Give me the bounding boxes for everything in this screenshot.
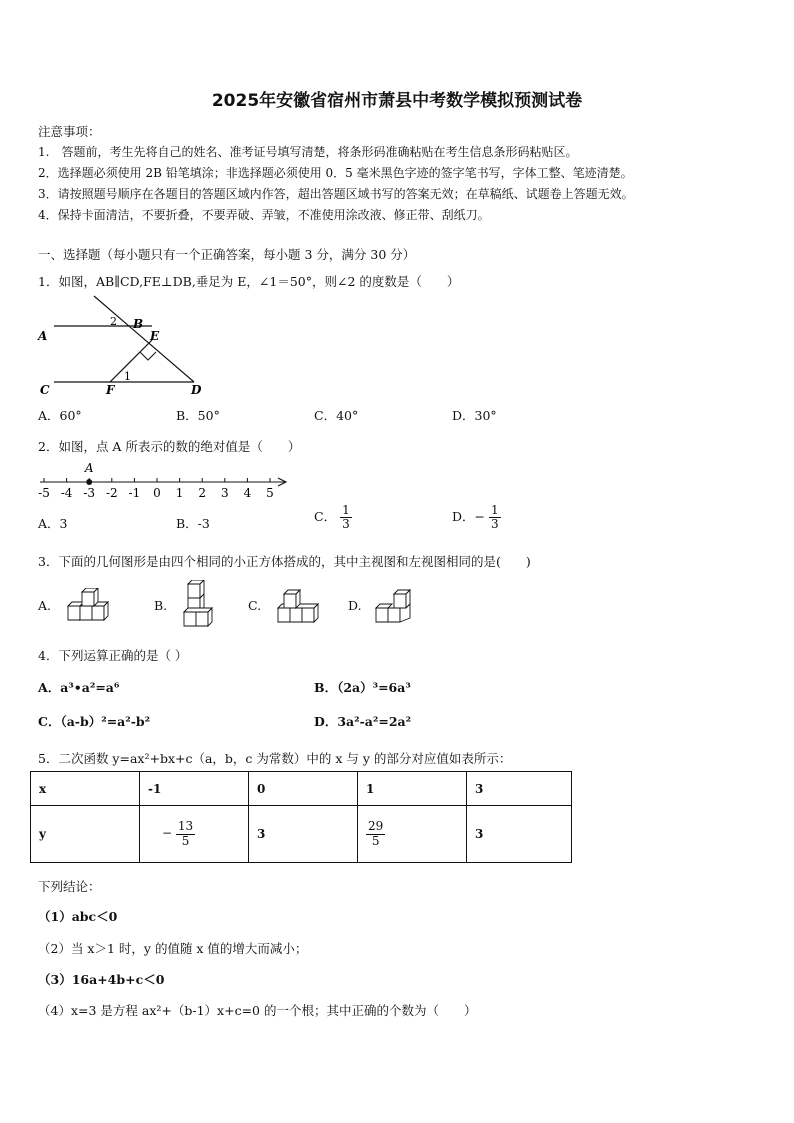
- axis-tick-label: -3: [83, 486, 96, 500]
- table-cell: 3: [467, 806, 572, 863]
- axis-tick-label: 2: [198, 486, 207, 500]
- notice-item-2: 2．选择题必须使用 2B 铅笔填涂；非选择题必须使用 0．5 毫米黑色字迹的签字笔书写，字体工整、笔迹清楚。: [38, 166, 633, 180]
- page-title: 2025年安徽省宿州市萧县中考数学模拟预测试卷: [211, 91, 583, 111]
- q2-option-c-fraction: [340, 504, 352, 531]
- q4-stem: 4．下列运算正确的是（ ）: [38, 648, 188, 663]
- q3-option-c-cubes: [274, 586, 324, 626]
- q5-value-table: [30, 771, 572, 863]
- q2-point-label: A: [84, 461, 94, 475]
- table-row: [31, 806, 572, 863]
- table-cell: [140, 806, 249, 863]
- q5-y3-den: 5: [371, 833, 380, 848]
- q1-label-e: E: [150, 329, 160, 343]
- q1-label-b: B: [133, 317, 144, 331]
- q1-label-d: D: [191, 383, 202, 397]
- table-cell: [358, 806, 467, 863]
- q4-option-a: A．a³•a²=a⁶: [38, 680, 120, 695]
- table-cell: 3: [249, 806, 358, 863]
- q2-point-a: [86, 479, 92, 485]
- q2-option-d-prefix: D．: [452, 509, 475, 525]
- q5-stem: 5．二次函数 y=ax²+bx+c（a，b，c 为常数）中的 x 与 y 的部分对应值如表所示：: [38, 751, 512, 766]
- notice-heading: 注意事项：: [38, 124, 101, 139]
- q5-y3-fraction: [366, 820, 385, 847]
- q2-option-c-den: 3: [342, 517, 350, 532]
- q2-option-b: B．-3: [176, 516, 210, 531]
- q5-y1-fraction: [176, 820, 195, 847]
- q5-conclusion-3: （3）16a+4b+c＜0: [38, 972, 165, 987]
- q3-option-d-cubes: [372, 584, 422, 626]
- axis-tick-label: 5: [266, 486, 274, 500]
- q3-option-a-cubes: [66, 588, 124, 624]
- q2-option-d-fraction: [489, 504, 501, 531]
- q1-angle-2: 2: [110, 315, 117, 328]
- q2-option-a: A．3: [38, 516, 68, 531]
- q3-option-b-cubes: [180, 580, 224, 630]
- q4-option-b: B．（2a）³=6a³: [314, 680, 411, 695]
- q1-label-f: F: [106, 383, 115, 397]
- q3-option-a: A.: [38, 598, 52, 613]
- table-row: [31, 772, 572, 806]
- notice-item-4: 4．保持卡面清洁，不要折叠，不要弄破、弄皱，不准使用涂改液、修正带、刮纸刀。: [38, 208, 490, 222]
- axis-tick-label: -5: [38, 486, 50, 500]
- axis-tick-label: 4: [243, 486, 252, 500]
- q1-angle-1: 1: [124, 370, 131, 383]
- axis-tick-label: 3: [220, 486, 229, 500]
- q5-conclusion-4: （4）x=3 是方程 ax²+（b-1）x+c=0 的一个根；其中正确的个数为（ ）: [38, 1003, 477, 1018]
- q2-option-c-prefix: C．: [314, 509, 337, 525]
- q3-option-d: D.: [348, 598, 362, 613]
- section-heading: 一、选择题（每小题只有一个正确答案，每小题 3 分，满分 30 分）: [38, 247, 416, 262]
- q2-option-d: [452, 504, 501, 531]
- q2-number-line: [34, 458, 294, 502]
- table-cell: x: [31, 772, 140, 806]
- q5-y1-num: 13: [177, 819, 194, 834]
- q2-stem: 2．如图，点 A 所表示的数的绝对值是（ ）: [38, 439, 301, 454]
- axis-tick-label: -2: [105, 486, 118, 500]
- notice-item-1: 1. 答题前，考生先将自己的姓名、准考证号填写清楚，将条形码准确粘贴在考生信息条形码粘贴区。: [38, 145, 578, 159]
- q1-option-d: D．30°: [452, 408, 497, 423]
- q1-label-c: C: [40, 383, 50, 397]
- q5-conclusion-1: （1）abc＜0: [38, 909, 118, 924]
- q3-stem: 3．下面的几何图形是由四个相同的小正方体搭成的，其中主视图和左视图相同的是( ): [38, 554, 531, 569]
- q3-option-b: B.: [154, 598, 168, 613]
- q1-label-a: A: [38, 329, 48, 343]
- q2-option-c: [314, 504, 352, 531]
- q1-option-a: A．60°: [38, 408, 82, 423]
- q1-option-b: B．50°: [176, 408, 220, 423]
- q1-option-c: C．40°: [314, 408, 359, 423]
- table-cell: 3: [467, 772, 572, 806]
- table-cell: y: [31, 806, 140, 863]
- q4-option-c: C．（a-b）²=a²-b²: [38, 714, 151, 729]
- q5-y1-den: 5: [181, 833, 190, 848]
- q5-conclusion-heading: 下列结论：: [38, 879, 101, 894]
- table-cell: 1: [358, 772, 467, 806]
- table-cell: -1: [140, 772, 249, 806]
- q2-option-d-den: 3: [491, 517, 499, 532]
- q2-option-d-num: 1: [491, 503, 499, 517]
- q2-option-c-num: 1: [342, 503, 350, 517]
- q3-option-c: C.: [248, 598, 262, 613]
- table-cell: 0: [249, 772, 358, 806]
- q4-option-d: D．3a²-a²=2a²: [314, 714, 412, 729]
- axis-tick-label: 1: [175, 486, 184, 500]
- q5-y1-sign: −: [162, 826, 173, 841]
- q2-option-d-sign: −: [474, 509, 486, 525]
- q5-conclusion-2: （2）当 x＞1 时，y 的值随 x 值的增大而减小；: [38, 941, 308, 956]
- notice-item-3: 3．请按照题号顺序在各题目的答题区域内作答，超出答题区域书写的答案无效；在草稿纸、试题卷上答题无效。: [38, 187, 634, 201]
- axis-tick-label: -4: [60, 486, 73, 500]
- q1-figure: [34, 292, 214, 402]
- q1-stem: 1．如图，AB∥CD,FE⊥DB,垂足为 E，∠1＝50°，则∠2 的度数是（ ）: [38, 274, 460, 289]
- axis-tick-label: -1: [128, 486, 141, 500]
- q5-y3-num: 29: [368, 819, 384, 834]
- axis-tick-label: 0: [153, 486, 161, 500]
